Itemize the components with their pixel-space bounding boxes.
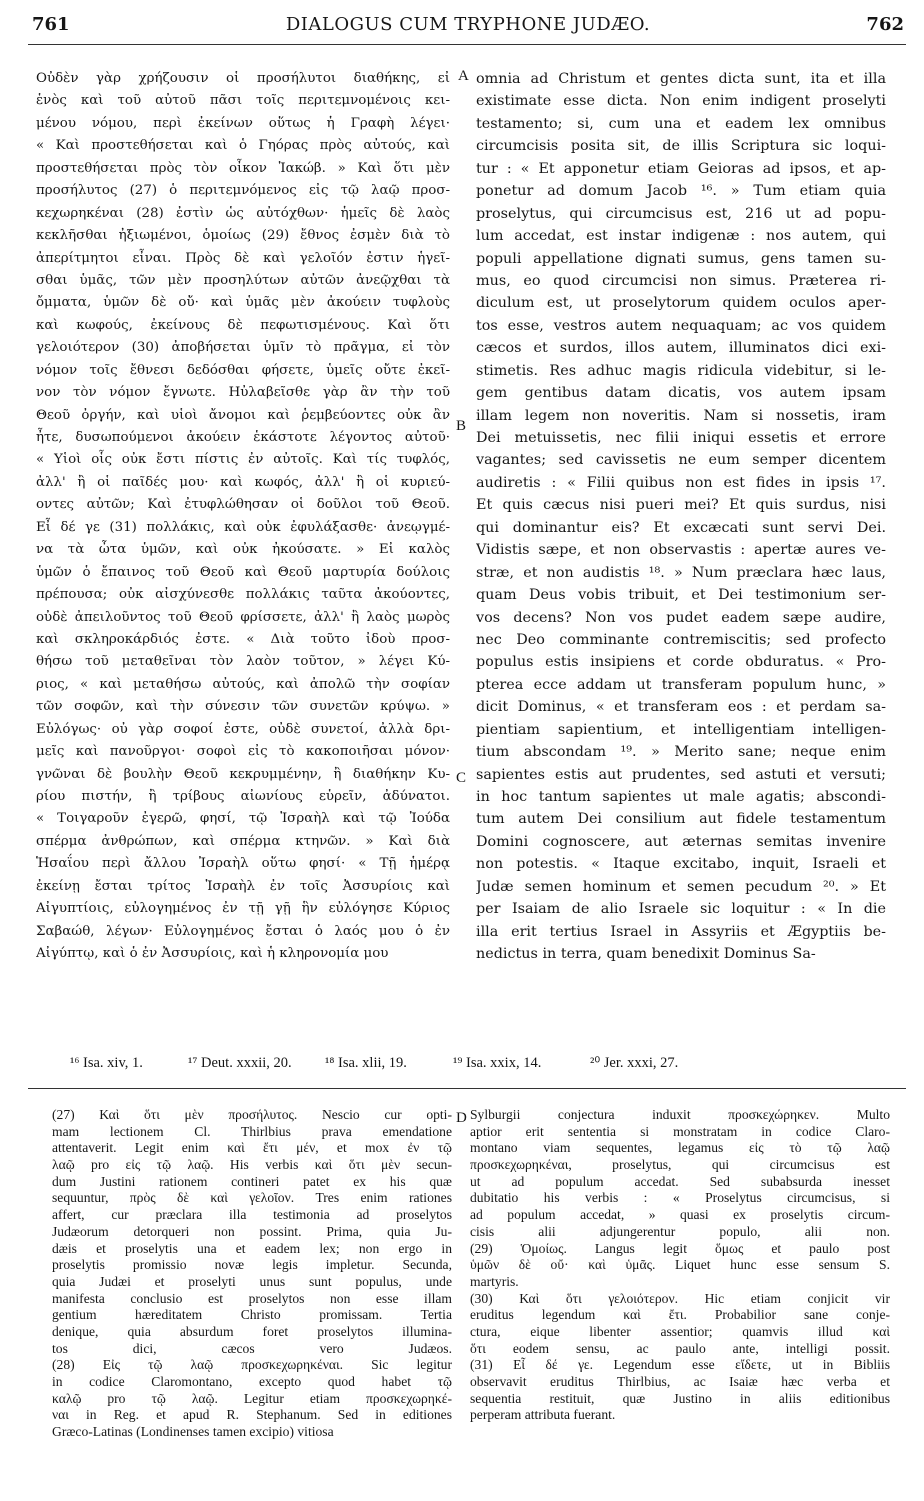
note-line: (28) Εἰς τῷ λαῷ προσκεχωρηκέναι. Sic legitur xyxy=(52,1357,452,1373)
greek-text-line: γνῶναι δὲ βουλὴν Θεοῦ κεκρυμμένην, ἢ διαθήκην Κυ- xyxy=(36,766,450,782)
note-line: denique, quia absurdum foret proselytos illumina- xyxy=(52,1323,452,1339)
latin-text-line: illam legem non noveritis. Nam si nossetis, iram xyxy=(476,407,886,424)
note-line: eruditus legendum καὶ ἔτι. Probabilior sane conje- xyxy=(470,1307,890,1323)
latin-text-line: dicit Dominus, « et transferam eos : et perdam sa- xyxy=(476,699,886,716)
greek-text-line: καὶ κωφούς, ἐκείνους δὲ πεφωτισμένους. Καὶ ὅτι xyxy=(36,317,450,333)
greek-text-line: κεχωρηκέναι (28) ἐστὶν ὡς αὐτόχθων· ἡμεῖς δὲ λαὸς xyxy=(36,205,450,221)
note-line: manifesta conclusio est proselytos non esse illam xyxy=(52,1290,452,1306)
greek-text-line: πρέπουσα; οὐκ αἰσχύνεσθε πολλάκις ταῦτα ἀκούοντες, xyxy=(36,587,450,603)
latin-text-line: non potestis. « Itaque excitabo, inquit, Israeli et xyxy=(476,856,886,873)
note-line: sequentia restituit, quæ Justino in aliis editionibus xyxy=(470,1390,890,1406)
greek-text-line: σπέρμα ἀνθρώπων, καὶ σπέρμα κτηνῶν. » Καὶ διὰ xyxy=(36,833,450,849)
note-line: cisis alii adjungerentur populo, alii non. xyxy=(470,1223,890,1239)
greek-text-line: μεῖς καὶ πανοῦργοι· σοφοὶ εἰς τὸ κακοποιῆσαι μόνον· xyxy=(36,744,450,760)
latin-text-line: testamento; si, cum una et eadem lex omnibus xyxy=(476,115,886,132)
greek-text-line: Σαβαώθ, λέγων· Εὐλογημένος ἔσται ὁ λαός μου ὁ ἐν xyxy=(36,923,450,939)
note-line: dubitatio his verbis : « Proselytus circumcisus, si xyxy=(470,1190,890,1206)
latin-text-line: gem gentibus datam dicatis, vos autem ipsam xyxy=(476,385,886,402)
greek-text-line: καὶ σκληροκάρδιός ἐστε. « Διὰ τοῦτο ἰδοὺ προσ- xyxy=(36,631,450,647)
latin-text-line: per Isaiam de alio Israele sic loquitur : « In die xyxy=(476,901,886,918)
scripture-reference: ¹⁸ Isa. xlii, 19. xyxy=(325,1055,407,1071)
notes-rule xyxy=(28,1088,906,1089)
latin-text-line: sapientes estis aut prudentes, sed astuti et versuti; xyxy=(476,766,886,783)
note-line: perperam attributa fuerant. xyxy=(470,1407,616,1423)
latin-text-line: lum accedat, est instar indigenæ : nos autem, qui xyxy=(476,228,886,245)
latin-text-line: in hoc tantum sapientes ut male agatis; abscondi- xyxy=(476,789,886,805)
note-line: ὑμῶν δὲ οὔ· καὶ ὑμᾶς. Liquet hunc esse sensum S. xyxy=(470,1257,890,1273)
greek-text-line: Αἰγύπτῳ, καὶ ὁ ἐν Ἀσσυρίοις, καὶ ἡ κληρονομία μου xyxy=(36,946,389,962)
latin-text-line: vos decens? Non vos pudet eadem sæpe audire, xyxy=(476,609,886,626)
scripture-reference: ¹⁷ Deut. xxxii, 20. xyxy=(188,1055,292,1071)
latin-text-line: populi appellatione dignati sumus, gens tamen su- xyxy=(476,250,886,267)
note-line: (30) Καὶ ὅτι γελοιότερον. Hic etiam conjicit vir xyxy=(470,1290,890,1306)
scripture-reference: ²⁰ Jer. xxxi, 27. xyxy=(590,1055,679,1071)
note-line: Sylburgii conjectura induxit προσκεχώρηκεν. Multo xyxy=(470,1107,890,1122)
header-rule xyxy=(28,44,906,45)
greek-text-line: Εἶ δέ γε (31) πολλάκις, καὶ οὐκ ἐφυλάξασθε· ἀνεῳγμέ- xyxy=(36,519,450,535)
greek-text-line: ὑμῶν ὁ ἔπαινος τοῦ Θεοῦ καὶ Θεοῦ μαρτυρία δούλοις xyxy=(36,564,450,580)
greek-text-line: τῶν σοφῶν, καὶ τὴν σύνεσιν τῶν συνετῶν κρύψω. » xyxy=(36,699,450,715)
latin-text-line: ponetur ad domum Jacob ¹⁶. » Tum etiam quia xyxy=(476,183,886,200)
greek-text-line: ριος, « καὶ μεταθήσω αὐτούς, καὶ ἀπολῶ τὴν σοφίαν xyxy=(36,676,450,692)
greek-text-line: « Τοιγαροῦν ἐγερῶ, φησί, τῷ Ἰσραὴλ καὶ τῷ Ἰούδα xyxy=(36,811,450,827)
greek-text-line: ὄμματα, ὑμῶν δὲ οὔ· καὶ ὑμᾶς μὲν ἀκούειν τυφλοὺς xyxy=(36,295,450,311)
latin-text-line: omnia ad Christum et gentes dicta sunt, ita et illa xyxy=(476,71,886,87)
latin-text-line: tum autem Dei consilium aut fidele testamentum xyxy=(476,811,886,828)
latin-text-line: proselytus, qui circumcisus est, 216 ut ad popu- xyxy=(476,205,886,222)
greek-text-line: Ἡσαΐου περὶ ἄλλου Ἰσραὴλ οὕτω φησί· « Τῇ ἡμέρᾳ xyxy=(36,856,450,872)
note-line: proselytis promissio novæ legis impletur. Secunda, xyxy=(52,1257,452,1273)
margin-letter-b: B xyxy=(456,418,467,434)
latin-text-line: tos esse, vestros autem nequaquam; ac vos quidem xyxy=(476,317,886,334)
note-line: martyris. xyxy=(470,1273,519,1289)
note-line: λαῷ pro εἰς τῷ λαῷ. His verbis καὶ ὅτι μὲν secun- xyxy=(52,1157,452,1173)
greek-text-line: σθαι ὑμᾶς, τῶν μὲν προσηλύτων αὐτῶν ἀνεῷχθαι τὰ xyxy=(36,272,450,288)
margin-letter-c: C xyxy=(456,770,467,786)
greek-text-line: νον τὸν νόμον ἔγνωτε. Ηὐλαβεῖσθε γὰρ ἂν τὴν τοῦ xyxy=(36,385,450,401)
latin-text-line: quam Deus vobis tribuit, et Dei testimonium ser- xyxy=(476,587,886,604)
greek-text-line: ἐκείνῃ ἔσται τρίτος Ἰσραὴλ ἐν τοῖς Ἀσσυρίοις καὶ xyxy=(36,878,450,894)
latin-text-line: illa erit tertius Israel in Assyriis et Ægyptiis be- xyxy=(476,923,886,940)
page-number-right: 762 xyxy=(866,14,904,35)
greek-text-line: οντες αὐτῶν; Καὶ ἐτυφλώθησαν οἱ δοῦλοι τοῦ Θεοῦ. xyxy=(36,497,450,513)
greek-text-line: ἦτε, δυσωπούμενοι ἀκούειν ἑκάστοτε λέγοντος αὐτοῦ· xyxy=(36,430,450,445)
greek-text-line: Οὐδὲν γὰρ χρήζουσιν οἱ προσήλυτοι διαθήκης, εἰ xyxy=(36,71,450,86)
note-line: dum Justini rationem contineri patet ex his quæ xyxy=(52,1173,452,1189)
greek-text-line: « Καὶ προστεθήσεται καὶ ὁ Γηόρας πρὸς αὐτούς, καὶ xyxy=(36,138,450,154)
latin-text-line: stræ, et non audistis ¹⁸. » Num præclara hæc laus, xyxy=(476,564,886,581)
latin-text-line: existimate esse dicta. Non enim indigent proselyti xyxy=(476,93,886,110)
latin-column xyxy=(476,68,886,966)
greek-text-line: ἀλλ' ἢ οἱ παῖδές μου· καὶ κωφός, ἀλλ' ἢ οἱ κυριεύ- xyxy=(36,474,450,490)
note-line: προσκεχωρηκέναι, proselytus, qui circumcisus est xyxy=(470,1157,890,1173)
note-line: ναι in Reg. et apud R. Stephanum. Sed in editiones xyxy=(52,1407,452,1423)
notes-left-column xyxy=(52,1107,452,1441)
note-line: montano viam sequentes, legamus εἰς τὸ τῷ λαῷ xyxy=(470,1140,890,1156)
latin-text-line: tium abscondam ¹⁹. » Merito sane; neque enim xyxy=(476,744,886,761)
note-line: ad populum accedat, » quasi ex proselytis circum- xyxy=(470,1207,890,1223)
note-line: observavit eruditus Thirlbius, ac Isaiæ hæc verba et xyxy=(470,1374,890,1389)
greek-text-line: προστεθήσεται πρὸς τὸν οἶκον Ἰακώβ. » Καὶ ὅτι μὲν xyxy=(36,160,450,176)
running-header xyxy=(32,14,904,40)
latin-text-line: stimetis. Res adhuc magis ridicula videbitur, si le- xyxy=(476,362,886,379)
greek-text-line: Εὐλόγως· οὐ γὰρ σοφοί ἐστε, οὐδὲ συνετοί, ἀλλὰ δρι- xyxy=(36,721,450,737)
note-line: mam lectionem Cl. Thirlbius prava emendatione xyxy=(52,1123,452,1139)
latin-text-line: vagantes; sed cavissetis ne eum semper dicentem xyxy=(476,452,886,469)
note-line: attentaverit. Legit enim καὶ ἔτι μέν, et mox ἐν τῷ xyxy=(52,1140,452,1156)
note-line: (27) Καὶ ὅτι μὲν προσήλυτος. Nescio cur opti- xyxy=(52,1107,452,1122)
latin-text-line: audiretis : « Filii quibus non est fides in ipsis ¹⁷. xyxy=(476,474,886,491)
margin-letter-a: A xyxy=(458,68,469,84)
note-line: (31) Εἶ δέ γε. Legendum esse εἴδετε, ut in Bibliis xyxy=(470,1357,890,1373)
latin-text-line: Vidistis sæpe, et non observastis : apertæ aures ve- xyxy=(476,542,886,559)
latin-text-line: Et quis cæcus nisi pueri mei? Et quis surdus, nisi xyxy=(476,497,886,514)
greek-text-line: ρίου πιστήν, ἢ τρίβους αἰωνίους εὑρεῖν, ἀδύνατοι. xyxy=(36,789,450,804)
greek-text-line: θήσω τοῦ μεταθεῖναι τὸν λαὸν τοῦτον, » λέγει Κύ- xyxy=(36,654,450,670)
latin-text-line: Domini cognoscere, aut æternas semitas invenire xyxy=(476,833,886,850)
note-line: ctura, eique libenter assentior; quamvis illud καὶ xyxy=(470,1323,890,1339)
greek-text-line: γελοιότερον (30) ἀποβήσεται ὑμῖν τὸ πρᾶγμα, εἰ τὸν xyxy=(36,340,450,356)
note-line: dæis et proselytis una et eadem lex; non ergo in xyxy=(52,1240,452,1256)
latin-text-line: nedictus in terra, quam benedixit Dominus Sa- xyxy=(476,946,816,963)
latin-text-line: mus, eo quod circumcisi non simus. Præterea ri- xyxy=(476,272,886,289)
greek-text-line: ἑνὸς καὶ τοῦ αὐτοῦ πᾶσι τοῖς περιτεμνομένοις κει- xyxy=(36,93,450,109)
note-line: in codice Claromontano, excepto quod habet τῷ xyxy=(52,1374,452,1389)
greek-column xyxy=(36,68,450,966)
note-line: ὅτι eodem sensu, ac paulo ante, intelligi possit. xyxy=(470,1340,890,1356)
greek-text-line: να τὰ ὦτα ὑμῶν, καὶ οὐκ ἠκούσατε. » Εἰ καλὸς xyxy=(36,542,450,558)
note-line: gentium hæreditatem Christo promissam. Tertia xyxy=(52,1307,452,1323)
note-line: Græco-Latinas (Londinenses tamen excipio) vitiosa xyxy=(52,1424,334,1440)
note-line: tos dici, cæcos vero Judæos. xyxy=(52,1340,452,1356)
page-number-left: 761 xyxy=(32,14,70,35)
latin-text-line: circumcisis posita sit, de illis Scriptura sic loqui- xyxy=(476,138,886,155)
margin-letter-d: D xyxy=(456,1110,467,1126)
latin-text-line: pterea ecce addam ut transferam populum hunc, » xyxy=(476,676,886,693)
greek-text-line: κεκλῆσθαι ἠξιωμένοι, ὁμοίως (29) ἔθνος ἐσμὲν διὰ τὸ xyxy=(36,228,450,244)
notes-right-column xyxy=(470,1107,890,1424)
latin-text-line: pientiam sapientium, et intelligentiam intelligen- xyxy=(476,721,886,738)
latin-text-line: qui dominantur eis? Et excæcati sunt servi Dei. xyxy=(476,519,886,536)
greek-text-line: προσήλυτος (27) ὁ περιτεμνόμενος εἰς τῷ λαῷ προσ- xyxy=(36,183,450,199)
latin-text-line: Judæ semen hominum et semen pecudum ²⁰. » Et xyxy=(476,878,886,895)
latin-text-line: tur : « Et apponetur etiam Geioras ad ipsos, et ap- xyxy=(476,160,886,177)
note-line: affert, cur præclara illa testimonia ad proselytos xyxy=(52,1207,452,1223)
note-line: ut ad populum accedat. Sed subabsurda inesset xyxy=(470,1173,890,1189)
greek-text-line: « Υἱοὶ οἷς οὐκ ἔστι πίστις ἐν αὐτοῖς. Καὶ τίς τυφλός, xyxy=(36,452,450,468)
note-line: (29) Ὁμοίως. Langus legit ὅμως et paulo post xyxy=(470,1240,890,1256)
note-line: καλῷ pro τῷ λαῷ. Legitur etiam προσκεχωρηκέ- xyxy=(52,1390,452,1406)
greek-text-line: μένου νόμου, περὶ ἐκείνων οὕτως ἡ Γραφὴ λέγει· xyxy=(36,115,450,131)
greek-text-line: οὐδὲ ἀπειλοῦντος τοῦ Θεοῦ φρίσσετε, ἀλλ' ἢ λαὸς μωρὸς xyxy=(36,609,450,625)
greek-text-line: Θεοῦ ὀργήν, καὶ υἱοὶ ἄνομοι καὶ ῥεμβεύοντες οὐκ ἂν xyxy=(36,407,450,423)
note-line: Judæorum detorqueri non possint. Prima, quia Ju- xyxy=(52,1223,452,1239)
note-line: quia Judæi et proselyti unus sunt populus, unde xyxy=(52,1273,452,1289)
latin-text-line: cæcos et surdos, illos autem, illuminatos dici exi- xyxy=(476,340,886,357)
latin-text-line: Dei metuissetis, nec filii iniqui essetis et errore xyxy=(476,430,886,446)
greek-text-line: ἀπερίτμητοι εἶναι. Πρὸς δὲ καὶ γελοῖόν ἐστιν ἡγεῖ- xyxy=(36,250,450,266)
scripture-reference: ¹⁶ Isa. xiv, 1. xyxy=(70,1055,143,1071)
scripture-reference: ¹⁹ Isa. xxix, 14. xyxy=(453,1055,542,1071)
running-title: DIALOGUS CUM TRYPHONE JUDÆO. xyxy=(285,14,651,35)
greek-text-line: Αἰγυπτίοις, εὐλογημένος ἐν τῇ γῇ ἣν εὐλόγησε Κύριος xyxy=(36,901,450,917)
latin-text-line: populus estis insipiens et corde obduratus. « Pro- xyxy=(476,654,886,671)
note-line: sequuntur, πρὸς δὲ καὶ γελοῖον. Tres enim rationes xyxy=(52,1190,452,1206)
greek-text-line: νόμον τοῖς ἔθνεσι δεδόσθαι φήσετε, ὑμεῖς οὔτε ἐκεῖ- xyxy=(36,362,450,378)
latin-text-line: nec Deo comminante contremiscitis; sed profecto xyxy=(476,631,886,648)
latin-text-line: diculum est, ut proselytorum quidem oculos aper- xyxy=(476,295,886,312)
note-line: aptior erit sententia si monstratam in codice Claro- xyxy=(470,1123,890,1139)
